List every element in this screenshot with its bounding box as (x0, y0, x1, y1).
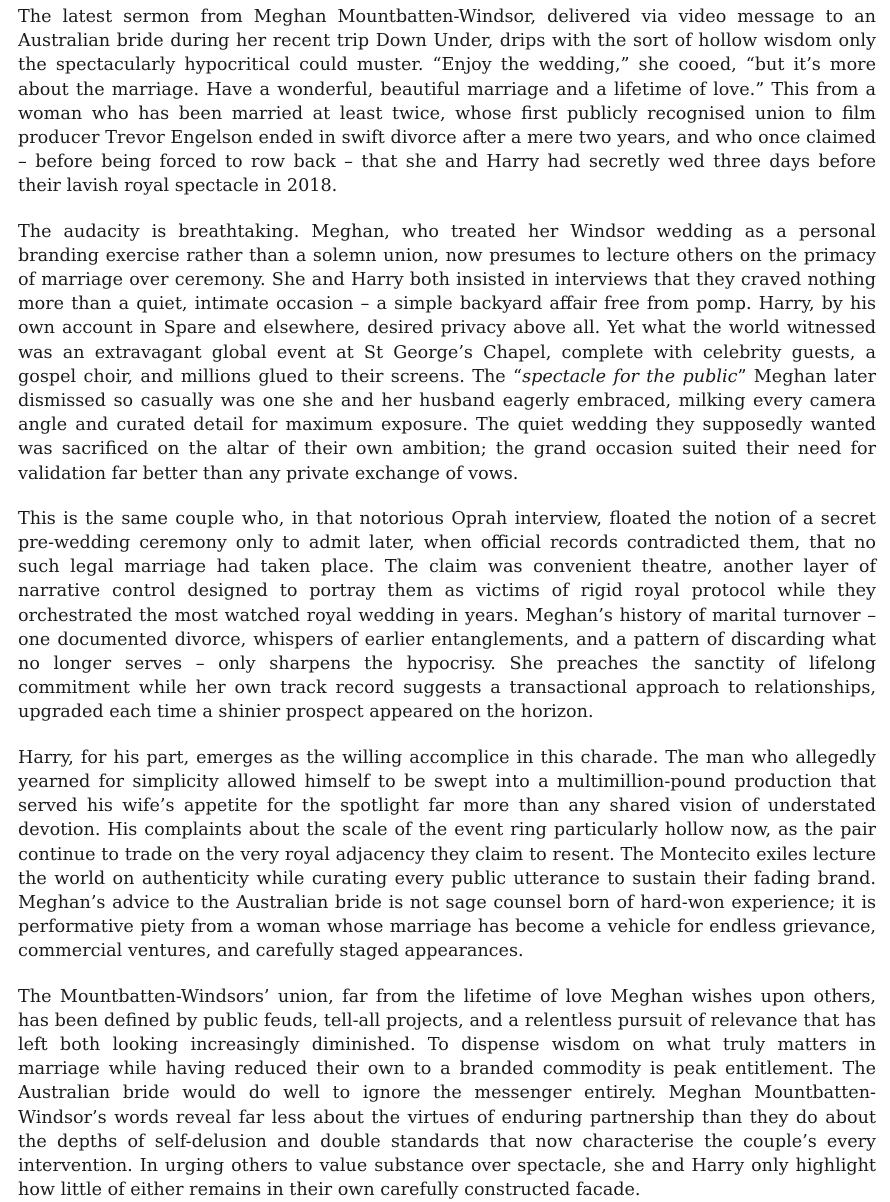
paragraph-5: The Mountbatten-Windsors’ union, far from the lifetime of love Meghan wishes upon others, has been defined by public feuds, tell-all projects, and a relentless pursuit of relevance that has left both looking increasingly diminished. To dispense wisdom on what truly matters in marriage while having reduced their own to a branded commodity is peak entitlement. The Australian bride would do well to ignore the messenger entirely. Meghan Mountbatten-Windsor’s words reveal far less about the virtues of enduring partnership than they do about the depths of self-delusion and double standards that now characterise the couple’s every intervention. In urging others to value substance over spectacle, she and Harry only highlight how little of either remains in their own carefully constructed facade. (18, 986, 876, 1201)
paragraph-1: The latest sermon from Meghan Mountbatten-Windsor, delivered via video message to an Australian bride during her recent trip Down Under, drips with the sort of hollow wisdom only the spectacularly hypocritical could muster. “Enjoy the wedding,” she cooed, “but it’s more about the marriage. Have a wonderful, beautiful marriage and a lifetime of love.” This from a woman who has been married at least twice, whose first publicly recognised union to film producer Trevor Engelson ended in swift divorce after a mere two years, and who once claimed – before being forced to row back – that she and Harry had secretly wed three days before their lavish royal spectacle in 2018. (18, 7, 876, 197)
paragraph-2-text-after: ” Meghan later dismissed so casually was one she and her husband eagerly embraced, milking every camera angle and curated detail for maximum exposure. The quiet wedding they supposedly wanted was sacrificed on the altar of their own ambition; the grand occasion suited their need for validation far better than any private exchange of vows. (18, 366, 876, 484)
paragraph-3: This is the same couple who, in that notorious Oprah interview, floated the notion of a secret pre-wedding ceremony only to admit later, when official records contradicted them, that no such legal marriage had taken place. The claim was convenient theatre, another layer of narrative control designed to portray them as victims of rigid royal protocol while they orchestrated the most watched royal wedding in years. Meghan’s history of marital turnover – one documented divorce, whispers of earlier entanglements, and a pattern of discarding what no longer serves – only sharpens the hypocrisy. She preaches the sanctity of lifelong commitment while her own track record suggests a transactional approach to relationships, upgraded each time a shinier prospect appeared on the horizon. (18, 508, 876, 723)
paragraph-2-italic-quote: spectacle for the public (522, 366, 738, 387)
paragraph-2 (18, 220, 876, 486)
paragraph-2-text-before: The audacity is breathtaking. Meghan, who treated her Windsor wedding as a personal branding exercise rather than a solemn union, now presumes to lecture others on the primacy of marriage over ceremony. She and Harry both insisted in interviews that they craved nothing more than a quiet, intimate occasion – a simple backyard affair free from pomp. Harry, by his own account in Spare and elsewhere, desired privacy above all. Yet what the world witnessed was an extravagant global event at St George’s Chapel, complete with celebrity guests, a gospel choir, and millions glued to their screens. The “ (18, 221, 876, 387)
paragraph-4: Harry, for his part, emerges as the willing accomplice in this charade. The man who allegedly yearned for simplicity allowed himself to be swept into a multimillion-pound production that served his wife’s appetite for the spotlight far more than any shared vision of understated devotion. His complaints about the scale of the event ring particularly hollow now, as the pair continue to trade on the very royal adjacency they claim to resent. The Montecito exiles lecture the world on authenticity while curating every public utterance to sustain their fading brand. Meghan’s advice to the Australian bride is not sage counsel born of hard-won experience; it is performative piety from a woman whose marriage has become a vehicle for endless grievance, commercial ventures, and carefully staged appearances. (18, 747, 876, 962)
